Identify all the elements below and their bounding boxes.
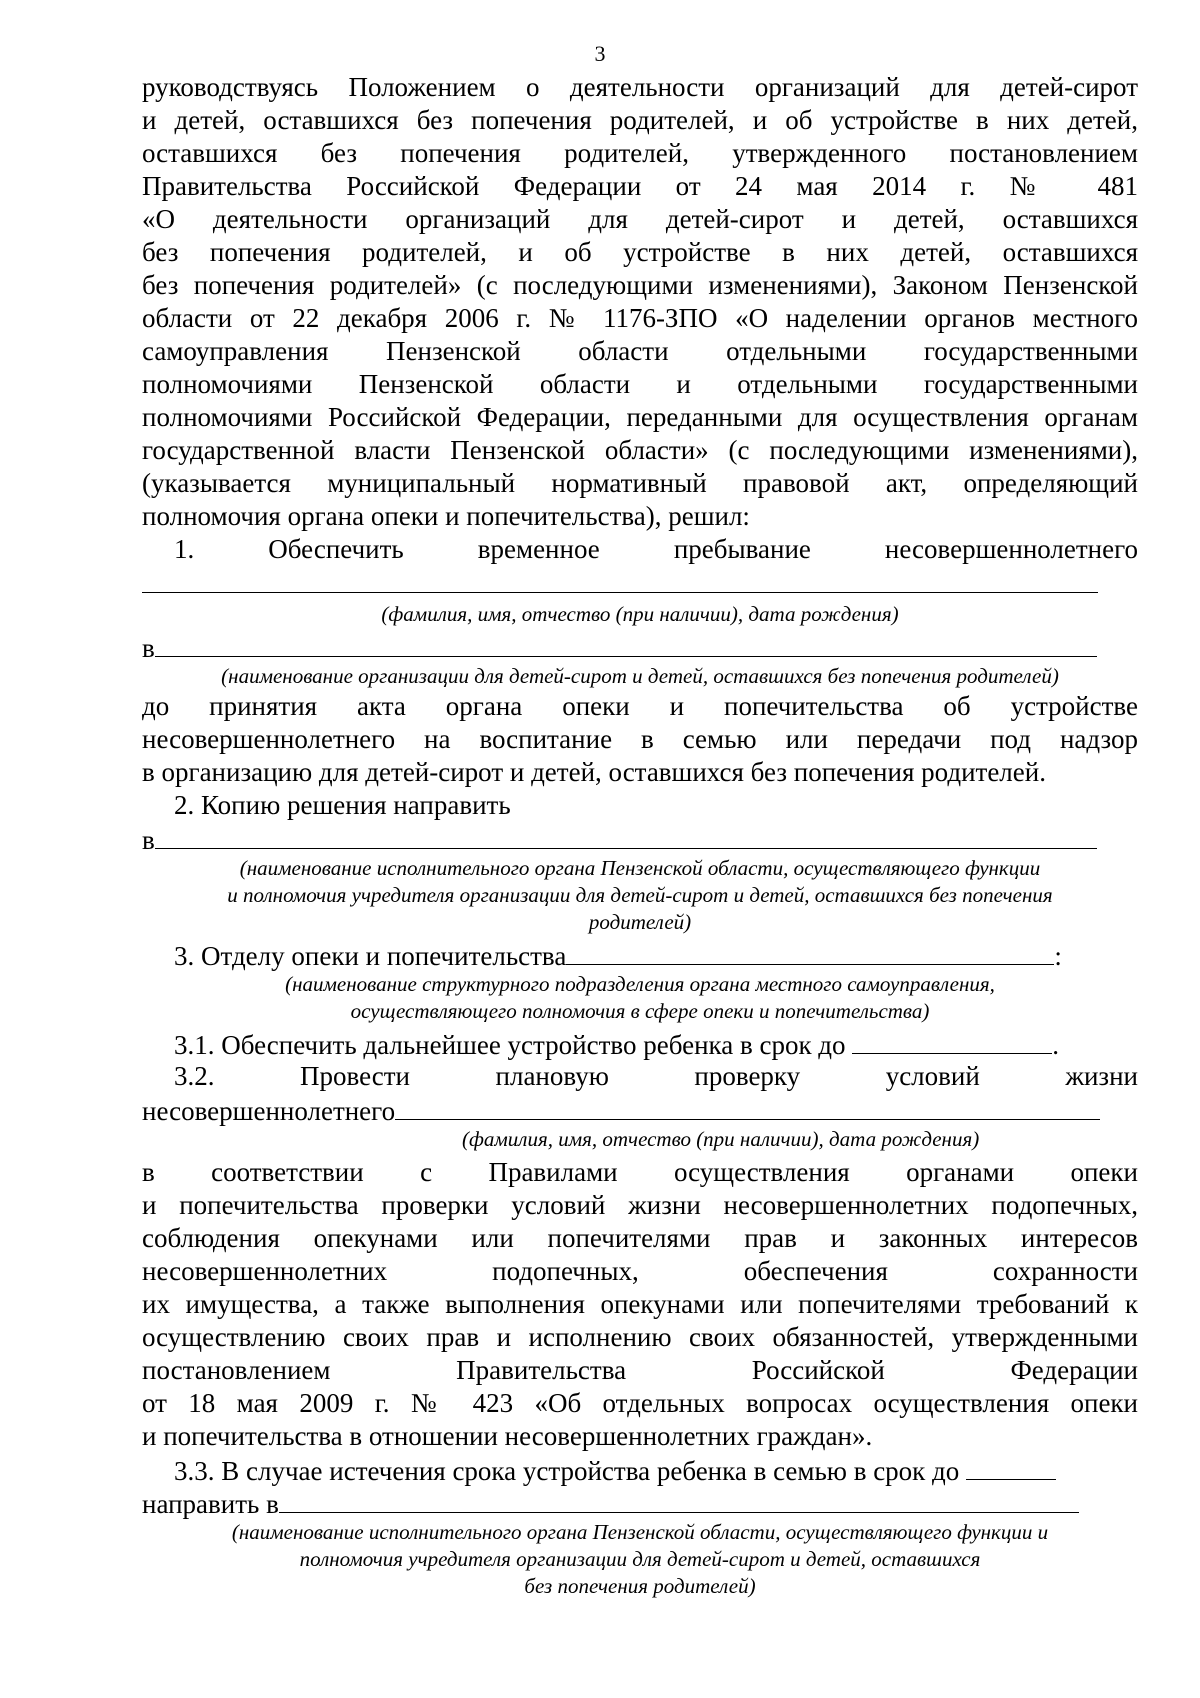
org-fill-line <box>142 630 1138 665</box>
caption-line: без попечения родителей) <box>524 1574 756 1598</box>
item-3-3-line2: направить в <box>142 1489 279 1519</box>
text-line: без попечения родителей» (с последующими изменениями), Законом Пензенской <box>142 270 1138 300</box>
text-line: оставшихся без попечения родителей, утвержденного постановлением <box>142 138 1138 168</box>
minor-fill-line <box>142 1093 1138 1128</box>
item-3-3-text <box>174 1453 1138 1488</box>
text-line: несовершеннолетнего на воспитание в семью или передачи под надзор <box>142 724 1138 754</box>
item-2-text: 2. Копию решения направить <box>174 790 511 820</box>
item-1-text: 1. Обеспечить временное пребывание несовершеннолетнего <box>174 534 1138 564</box>
item-3-label: 3. Отделу опеки и попечительства <box>174 941 567 971</box>
prefix-in: в <box>142 825 155 855</box>
caption-person: (фамилия, имя, отчество (при наличии), дата рождения) <box>381 602 899 626</box>
org-blank[interactable] <box>155 630 1097 657</box>
item-3-3-label: 3.3. В случае истечения срока устройства ребенка в семью в срок до <box>174 1456 960 1486</box>
item-3-2-line2: несовершеннолетнего <box>142 1096 396 1126</box>
recipient-fill-line <box>142 822 1138 857</box>
text-line: полномочиями Российской Федерации, переданными для осуществления органам <box>142 402 1138 432</box>
caption-line: полномочия учредителя организации для детей-сирот и детей, оставшихся <box>299 1547 981 1571</box>
text-line: от 18 мая 2009 г. № 423 «Об отдельных вопросах осуществления опеки <box>142 1388 1138 1418</box>
text-line: без попечения родителей, и об устройстве в них детей, оставшихся <box>142 237 1138 267</box>
text-line: Правительства Российской Федерации от 24 мая 2014 г. № 481 <box>142 171 1138 201</box>
text-line: несовершеннолетних подопечных, обеспечения сохранности <box>142 1256 1138 1286</box>
text-line: самоуправления Пензенской области отдельными государственными <box>142 336 1138 366</box>
prefix-in: в <box>142 633 155 663</box>
item-3-1-text <box>174 1027 1138 1062</box>
caption-person: (фамилия, имя, отчество (при наличии), дата рождения) <box>462 1127 980 1151</box>
text-line: руководствуясь Положением о деятельности организаций для детей-сирот <box>142 72 1138 102</box>
text-line: (указывается муниципальный нормативный правовой акт, определяющий <box>142 468 1138 498</box>
caption-line: родителей) <box>588 910 692 934</box>
caption-line: (наименование исполнительного органа Пензенской области, осуществляющего функции <box>239 856 1041 880</box>
authority-blank[interactable] <box>279 1486 1079 1513</box>
page-number: 3 <box>594 41 606 66</box>
item-3-2-text: 3.2. Провести плановую проверку условий жизни <box>174 1061 1138 1091</box>
recipient-blank[interactable] <box>155 822 1097 849</box>
text-line: полномочия органа опеки и попечительства), решил: <box>142 501 750 531</box>
text-line: в организацию для детей-сирот и детей, оставшихся без попечения родителей. <box>142 757 1046 787</box>
caption-line: (наименование исполнительного органа Пензенской области, осуществляющего функции и <box>231 1520 1049 1544</box>
text-line: области от 22 декабря 2006 г. № 1176-ЗПО «О наделении органов местного <box>142 303 1138 333</box>
deadline-blank[interactable] <box>852 1027 1052 1054</box>
item-3-text <box>174 938 1138 973</box>
caption-line: (наименование структурного подразделения органа местного самоуправления, <box>285 972 995 996</box>
person-fill-line <box>142 566 1138 601</box>
text-line: и попечительства проверки условий жизни несовершеннолетних подопечных, <box>142 1190 1138 1220</box>
text-line: до принятия акта органа опеки и попечительства об устройстве <box>142 691 1138 721</box>
text-line: постановлением Правительства Российской Федерации <box>142 1355 1138 1385</box>
item-3-suffix: : <box>1054 941 1062 971</box>
text-line: соблюдения опекунами или попечителями прав и законных интересов <box>142 1223 1138 1253</box>
deadline-blank[interactable] <box>966 1453 1056 1480</box>
text-line: и детей, оставшихся без попечения родителей, и об устройстве в них детей, <box>142 105 1138 135</box>
caption-line: и полномочия учредителя организации для детей-сирот и детей, оставшихся без попечения <box>227 883 1053 907</box>
authority-fill-line <box>142 1486 1138 1521</box>
text-line: «О деятельности организаций для детей-сирот и детей, оставшихся <box>142 204 1138 234</box>
text-line: в соответствии с Правилами осуществления органами опеки <box>142 1157 1138 1187</box>
item-3-1-label: 3.1. Обеспечить дальнейшее устройство ребенка в срок до <box>174 1030 846 1060</box>
department-blank[interactable] <box>566 938 1054 965</box>
minor-blank[interactable] <box>395 1093 1100 1120</box>
text-line: и попечительства в отношении несовершеннолетних граждан». <box>142 1421 873 1451</box>
text-line: государственной власти Пензенской области» (с последующими изменениями), <box>142 435 1138 465</box>
person-blank[interactable] <box>142 566 1098 593</box>
text-line: их имущества, а также выполнения опекунами или попечителями требований к <box>142 1289 1138 1319</box>
item-3-1-suffix: . <box>1052 1030 1060 1060</box>
caption-org: (наименование организации для детей-сирот и детей, оставшихся без попечения родителей) <box>221 664 1059 688</box>
text-line: осуществлению своих прав и исполнению своих обязанностей, утвержденными <box>142 1322 1138 1352</box>
text-line: полномочиями Пензенской области и отдельными государственными <box>142 369 1138 399</box>
caption-line: осуществляющего полномочия в сфере опеки и попечительства) <box>350 999 930 1023</box>
